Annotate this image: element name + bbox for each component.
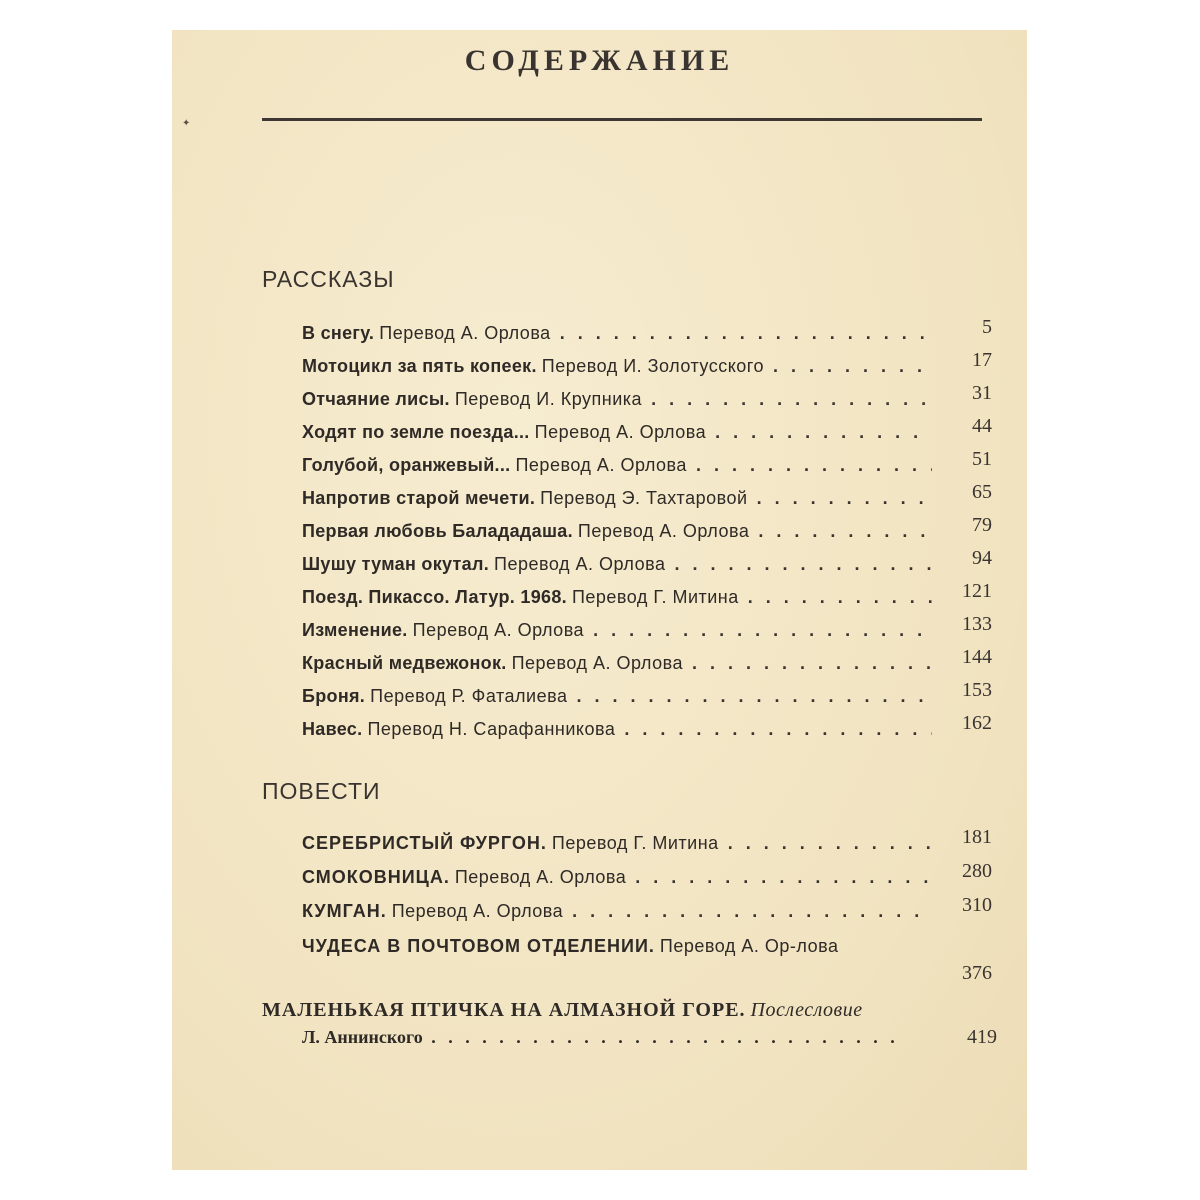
entry-title: Мотоцикл за пять копеек.	[302, 356, 537, 376]
toc-entry	[302, 826, 992, 856]
toc-entry	[302, 415, 992, 445]
toc-entry	[302, 514, 992, 544]
entry-title: ЧУДЕСА В ПОЧТОВОМ ОТДЕЛЕНИИ.	[302, 936, 655, 956]
section-label-stories: РАССКАЗЫ	[262, 266, 395, 292]
entry-translator: Перевод А. Ор-лова	[659, 936, 839, 956]
toc-entry	[302, 712, 992, 742]
entry-title: Ходят по земле поезда...	[302, 422, 530, 442]
toc-entry	[302, 481, 992, 511]
entry-title: Голубой, оранжевый...	[302, 455, 511, 475]
entry-translator: Перевод А. Орлова	[534, 422, 707, 442]
toc-entry	[302, 448, 992, 478]
entry-page-number: 94	[972, 547, 992, 569]
entry-title: Отчаяние лисы.	[302, 389, 450, 409]
toc-entry	[302, 316, 992, 346]
entry-page-number: 65	[972, 481, 992, 503]
entry-page-number: 121	[962, 580, 992, 602]
entry-page-number: 44	[972, 415, 992, 437]
entry-translator: Перевод И. Крупника	[454, 389, 643, 409]
entry-translator: Перевод А. Орлова	[494, 554, 666, 574]
entry-title: Навес.	[302, 719, 363, 739]
toc-entry	[302, 547, 992, 577]
entry-page-number: 153	[962, 679, 992, 701]
entry-page-number: 181	[962, 826, 992, 848]
entry-title: Шушу туман окутал.	[302, 554, 490, 574]
section-label-novellas: ПОВЕСТИ	[262, 778, 381, 804]
entry-translator: Перевод А. Орлова	[412, 620, 585, 640]
entry-page-number: 79	[972, 514, 992, 536]
entry-translator: Перевод Н. Сарафанникова	[367, 719, 616, 739]
book-page	[172, 30, 1027, 1170]
entry-page-number: 17	[972, 349, 992, 371]
entry-page-number: 133	[962, 613, 992, 635]
entry-translator: Перевод А. Орлова	[577, 521, 750, 541]
afterword-author: Л. Аннинского . . .	[302, 1024, 902, 1050]
toc-entry	[302, 860, 992, 890]
toc-entry	[302, 894, 992, 924]
entry-page-number: 162	[962, 712, 992, 734]
toc-entry	[302, 932, 992, 988]
toc-entry	[302, 613, 992, 643]
afterword-subtitle: Послесловие	[750, 999, 863, 1021]
entry-title: КУМГАН.	[302, 901, 387, 921]
afterword-entry	[262, 996, 997, 1050]
entry-title: Изменение.	[302, 620, 408, 640]
toc-entry	[302, 646, 992, 676]
entry-title: Первая любовь Балададаша.	[302, 521, 573, 541]
title-divider	[262, 118, 982, 121]
entry-title: Красный медвежонок.	[302, 653, 507, 673]
entry-title: Броня.	[302, 686, 366, 706]
entry-translator: Перевод А. Орлова	[454, 867, 627, 887]
entry-title: Поезд. Пикассо. Латур. 1968.	[302, 587, 567, 607]
entry-page-number: 31	[972, 382, 992, 404]
entry-title: СМОКОВНИЦА.	[302, 867, 450, 887]
toc-entry	[302, 679, 992, 709]
entry-title: СЕРЕБРИСТЫЙ ФУРГОН.	[302, 833, 547, 853]
entry-page-number: 144	[962, 646, 992, 668]
entry-page-number: 280	[962, 860, 992, 882]
entry-translator: Перевод Э. Тахтаровой	[540, 488, 748, 508]
entry-translator: Перевод А. Орлова	[379, 323, 551, 343]
entry-translator: Перевод Г. Митина	[551, 833, 719, 853]
entry-page-number: 51	[972, 448, 992, 470]
entry-page-number: 419	[967, 1026, 997, 1048]
entry-translator: Перевод А. Орлова	[515, 455, 687, 475]
page-title: СОДЕРЖАНИЕ	[464, 44, 735, 77]
entry-title: Напротив старой мечети.	[302, 488, 536, 508]
toc-entry	[302, 349, 992, 379]
ink-speck-icon: ✦	[182, 118, 191, 129]
entry-title: В снегу.	[302, 323, 375, 343]
entry-page-number: 5	[982, 316, 992, 338]
afterword-title: МАЛЕНЬКАЯ ПТИЧКА НА АЛМАЗНОЙ ГОРЕ.	[262, 999, 746, 1021]
entry-translator: Перевод Г. Митина	[571, 587, 739, 607]
toc-entry	[302, 580, 992, 610]
entry-translator: Перевод А. Орлова	[391, 901, 564, 921]
entry-translator: Перевод А. Орлова	[511, 653, 684, 673]
entry-page-number: 376	[962, 962, 992, 984]
toc-entry	[302, 382, 992, 412]
entry-page-number: 310	[962, 894, 992, 916]
entry-translator: Перевод И. Золотусского	[541, 356, 764, 376]
entry-translator: Перевод Р. Фаталиева	[370, 686, 568, 706]
